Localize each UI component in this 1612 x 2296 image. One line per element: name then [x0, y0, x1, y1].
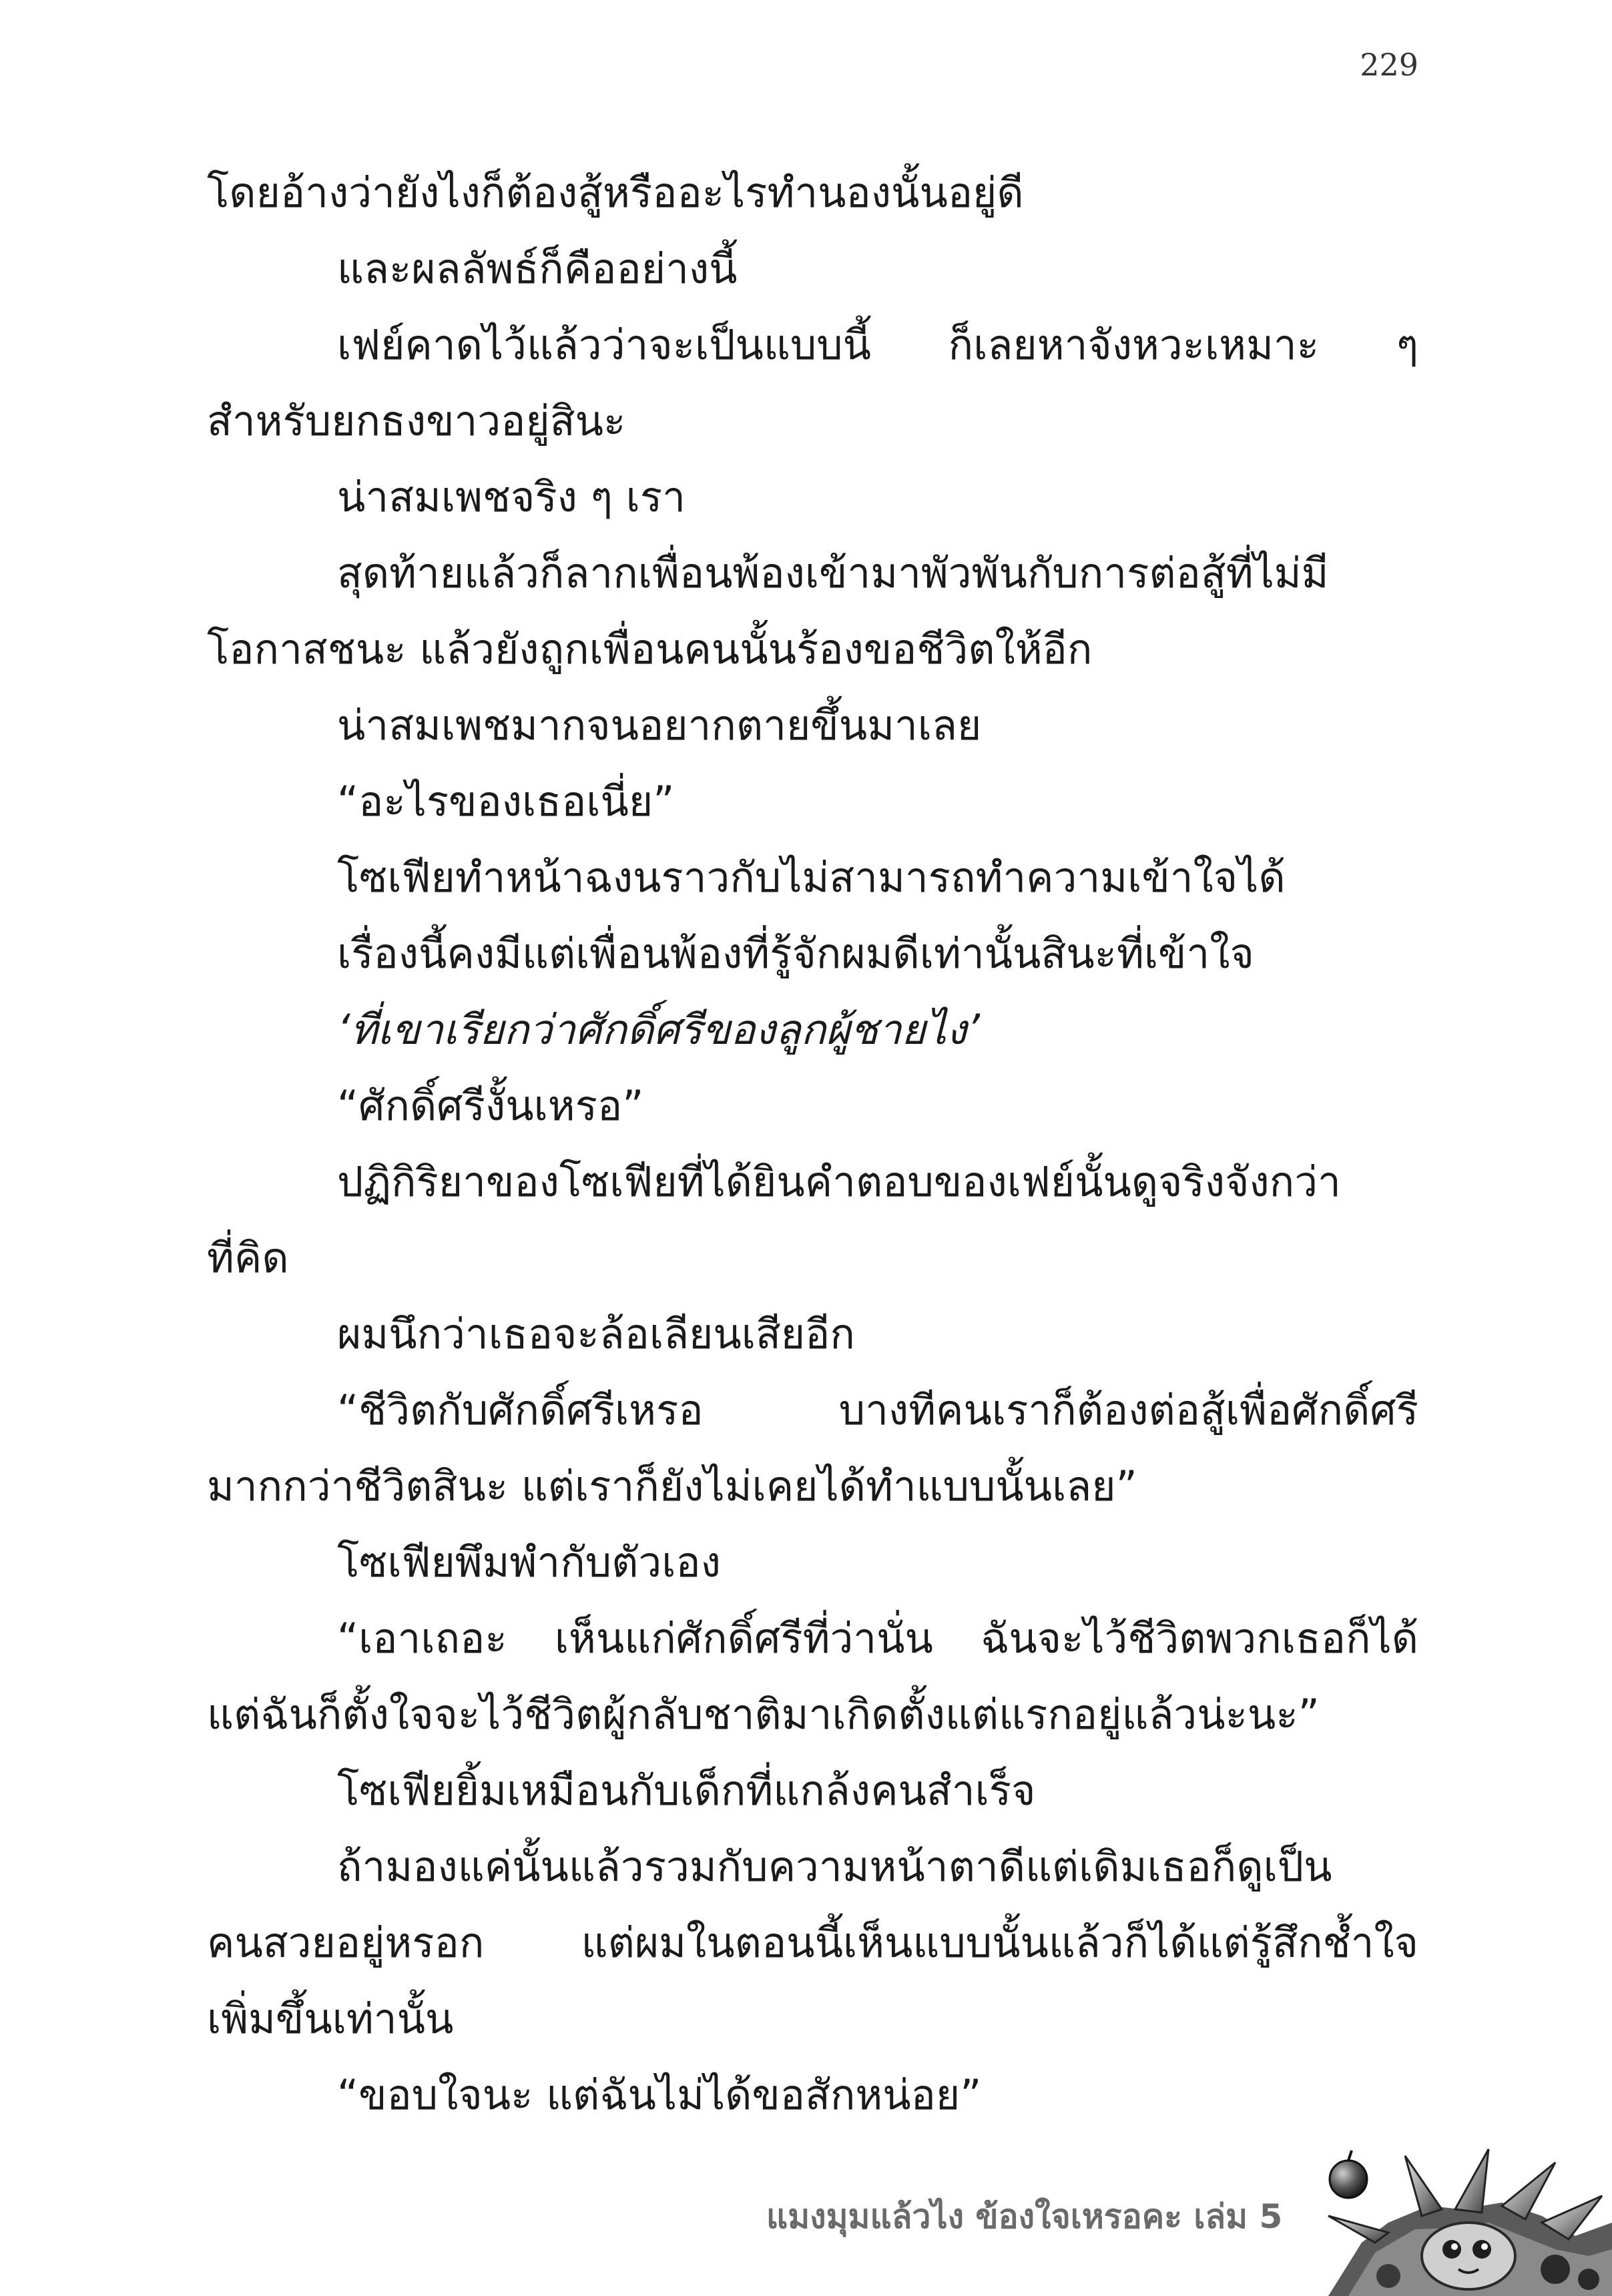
text-line: เฟย์คาดไว้แล้วว่าจะเป็นแบบนี้ ก็เลยหาจังหวะเหมาะ ๆ	[337, 320, 1418, 369]
text-line: โซเฟียพึมพำกับตัวเอง	[337, 1538, 721, 1587]
text-line: ปฏิกิริยาของโซเฟียที่ได้ยินคำตอบของเฟย์นั้นดูจริงจังกว่า	[337, 1157, 1341, 1206]
text-line: เพิ่มขึ้นเท่านั้น	[207, 1994, 454, 2043]
text-line: น่าสมเพชจริง ๆ เรา	[337, 473, 686, 521]
spider-character-illustration	[1288, 2142, 1612, 2296]
text-line: “อะไรของเธอเนี่ย”	[337, 777, 675, 826]
text-line: โอกาสชนะ แล้วยังถูกเพื่อนคนนั้นร้องขอชีวิตให้อีก	[207, 625, 1093, 673]
text-line-thought: ‘ที่เขาเรียกว่าศักดิ์ศรีของลูกผู้ชายไง’	[337, 1005, 980, 1054]
text-line: “เอาเถอะ เห็นแก่ศักดิ์ศรีที่ว่านั่น ฉันจะไว้ชีวิตพวกเธอก็ได้	[337, 1614, 1418, 1663]
text-line: เรื่องนี้คงมีแต่เพื่อนพ้องที่รู้จักผมดีเท่านั้นสินะที่เข้าใจ	[337, 929, 1254, 978]
text-line: น่าสมเพชมากจนอยากตายขึ้นมาเลย	[337, 701, 982, 750]
text-line: แต่ฉันก็ตั้งใจจะไว้ชีวิตผู้กลับชาติมาเกิดตั้งแต่แรกอยู่แล้วน่ะนะ”	[207, 1690, 1320, 1739]
text-line: และผลลัพธ์ก็คืออย่างนี้	[337, 244, 738, 293]
text-line: โซเฟียทำหน้าฉงนราวกับไม่สามารถทำความเข้าใจได้	[337, 853, 1286, 902]
text-line: สุดท้ายแล้วก็ลากเพื่อนพ้องเข้ามาพัวพันกับการต่อสู้ที่ไม่มี	[337, 549, 1329, 597]
text-line: โซเฟียยิ้มเหมือนกับเด็กที่แกล้งคนสำเร็จ	[337, 1766, 1036, 1815]
text-line: คนสวยอยู่หรอก แต่ผมในตอนนี้เห็นแบบนั้นแล้วก็ได้แต่รู้สึกช้ำใจ	[207, 1918, 1418, 1967]
text-line: ผมนึกว่าเธอจะล้อเลียนเสียอีก	[337, 1310, 855, 1358]
text-line: “ศักดิ์ศรีงั้นเหรอ”	[337, 1081, 644, 1130]
text-line: “ขอบใจนะ แต่ฉันไม่ได้ขอสักหน่อย”	[337, 2070, 982, 2119]
text-line: โดยอ้างว่ายังไงก็ต้องสู้หรืออะไรทำนองนั้นอยู่ดี	[207, 168, 1024, 217]
text-line: มากกว่าชีวิตสินะ แต่เราก็ยังไม่เคยได้ทำแบบนั้นเลย”	[207, 1462, 1137, 1510]
spider-illustration-icon	[1288, 2142, 1612, 2296]
page-number: 229	[1360, 47, 1418, 83]
text-line: ที่คิด	[207, 1233, 289, 1282]
book-title-footer: แมงมุมแล้วไง ข้องใจเหรอคะ เล่ม 5	[766, 2197, 1283, 2236]
text-line: ถ้ามองแค่นั้นแล้วรวมกับความหน้าตาดีแต่เดิมเธอก็ดูเป็น	[337, 1842, 1332, 1891]
text-line: สำหรับยกธงขาวอยู่สินะ	[207, 396, 626, 445]
text-line: “ชีวิตกับศักดิ์ศรีเหรอ บางทีคนเราก็ต้องต่อสู้เพื่อศักดิ์ศรี	[337, 1386, 1418, 1434]
